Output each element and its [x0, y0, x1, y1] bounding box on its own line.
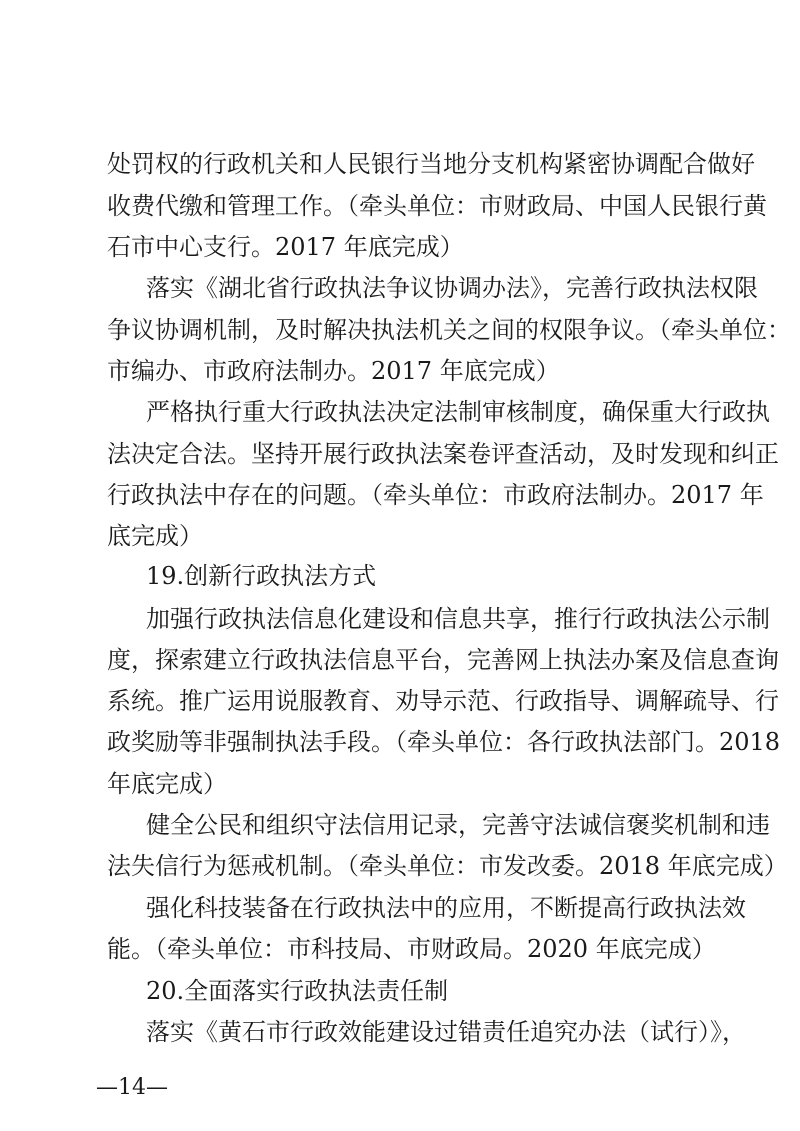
- text-line: 市编办、市政府法制办。2017 年底完成）: [107, 357, 560, 385]
- text-line: 处罚权的行政机关和人民银行当地分支机构紧密协调配合做好: [107, 150, 755, 178]
- paragraph-first-line: 加强行政执法信息化建设和信息共享，推行行政执法公示制: [146, 605, 770, 633]
- text-line: 度，探索建立行政执法信息平台，完善网上执法办案及信息查询: [107, 646, 779, 674]
- page-number: —14—: [96, 1075, 168, 1100]
- paragraph-first-line: 严格执行重大行政执法决定法制审核制度，确保重大行政执: [146, 398, 770, 426]
- text-line: 政奖励等非强制执法手段。（牵头单位：各行政执法部门。2018: [107, 728, 781, 756]
- text-line: 能。（牵头单位：市科技局、市财政局。2020 年底完成）: [107, 935, 716, 963]
- text-line: 底完成）: [107, 522, 203, 550]
- text-line: 行政执法中存在的问题。（牵头单位：市政府法制办。2017 年: [107, 481, 764, 509]
- paragraph-first-line: 落实《黄石市行政效能建设过错责任追究办法（试行）》，: [146, 1018, 746, 1046]
- section-heading-19: 19.创新行政执法方式: [146, 562, 377, 590]
- text-line: 争议协调机制，及时解决执法机关之间的权限争议。（牵头单位：: [107, 316, 791, 344]
- text-line: 法失信行为惩戒机制。（牵头单位：市发改委。2018 年底完成）: [107, 852, 788, 880]
- text-line: 系统。推广运用说服教育、劝导示范、行政指导、调解疏导、行: [107, 687, 779, 715]
- text-line: 石市中心支行。2017 年底完成）: [107, 233, 464, 261]
- text-line: 年底完成）: [107, 770, 227, 798]
- paragraph-first-line: 强化科技装备在行政执法中的应用，不断提高行政执法效: [146, 894, 746, 922]
- text-line: 收费代缴和管理工作。（牵头单位：市财政局、中国人民银行黄: [107, 192, 767, 220]
- paragraph-first-line: 落实《湖北省行政执法争议协调办法》，完善行政执法权限: [146, 274, 758, 302]
- section-heading-20: 20.全面落实行政执法责任制: [146, 977, 449, 1005]
- paragraph-first-line: 健全公民和组织守法信用记录，完善守法诚信褒奖机制和违: [146, 811, 770, 839]
- text-line: 法决定合法。坚持开展行政执法案卷评查活动，及时发现和纠正: [107, 440, 779, 468]
